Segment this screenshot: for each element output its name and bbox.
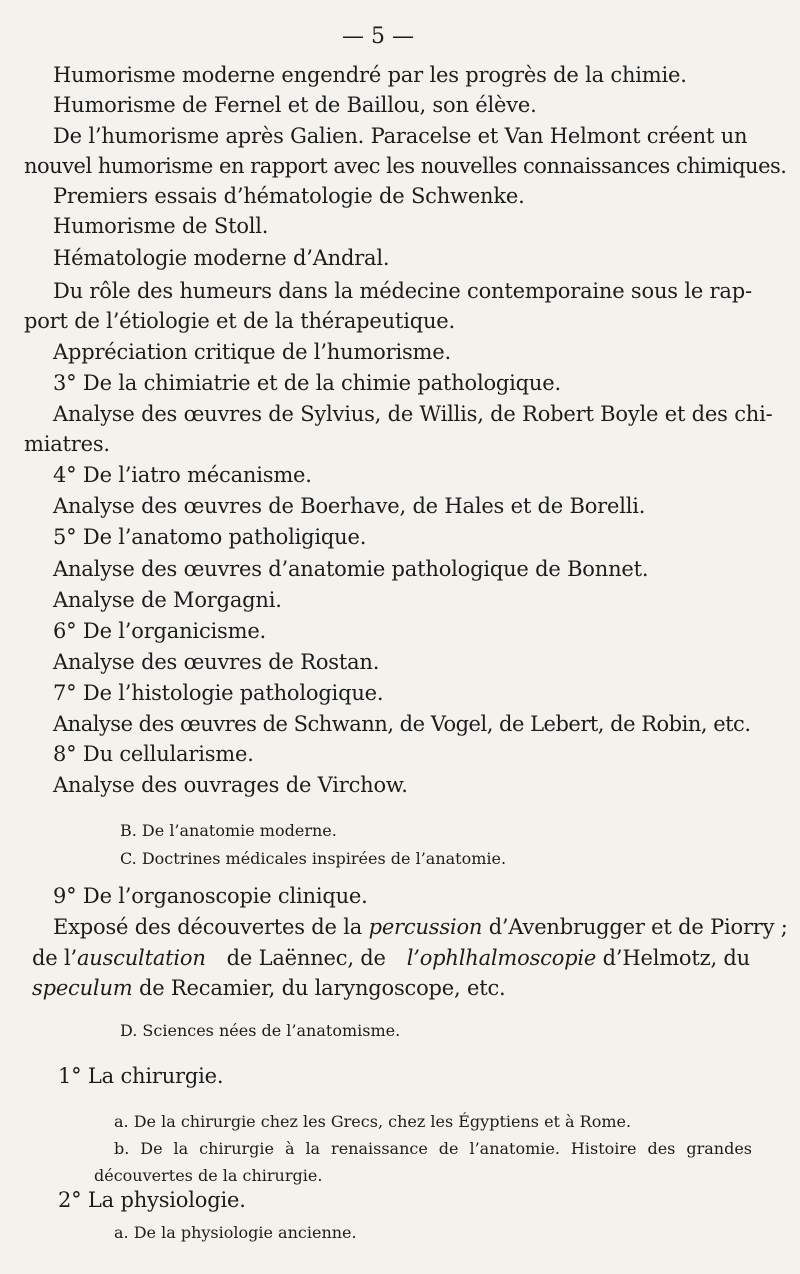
text-line: Analyse des œuvres de Sylvius, de Willis, de Robert Boyle et des chi- — [53, 402, 773, 426]
text-line: Du rôle des humeurs dans la médecine contemporaine sous le rap- — [53, 279, 752, 303]
text-line: Humorisme moderne engendré par les progrès de la chimie. — [53, 63, 687, 87]
text-line: port de l’étiologie et de la thérapeutique. — [24, 309, 455, 333]
text-line: Analyse des œuvres de Rostan. — [53, 650, 380, 674]
text-line: Analyse des œuvres d’anatomie pathologique de Bonnet. — [53, 557, 649, 581]
section-heading: C. Doctrines médicales inspirées de l’anatomie. — [120, 849, 507, 868]
text-line: Humorisme de Fernel et de Baillou, son élève. — [53, 93, 537, 117]
text-line: Analyse de Morgagni. — [53, 588, 282, 612]
text-line: Appréciation critique de l’humorisme. — [53, 340, 451, 364]
text-line: Exposé des découvertes de la percussion d’Avenbrugger et de Piorry ; — [53, 915, 788, 939]
text-line: 2° La physiologie. — [58, 1188, 246, 1212]
text-line: speculum de Recamier, du laryngoscope, etc. — [32, 976, 506, 1000]
text-line: 4° De l’iatro mécanisme. — [53, 463, 312, 487]
text-line: 8° Du cellularisme. — [53, 742, 254, 766]
text-line: de l’auscultation de Laënnec, de l’ophlhalmoscopie d’Helmotz, du — [32, 946, 750, 970]
text-line: nouvel humorisme en rapport avec les nouvelles connaissances chimiques. — [24, 154, 787, 178]
text-line: 1° La chirurgie. — [58, 1064, 224, 1088]
text-line: De l’humorisme après Galien. Paracelse et Van Helmont créent un — [53, 124, 748, 148]
text-line: a. De la physiologie ancienne. — [114, 1223, 357, 1242]
text-line: découvertes de la chirurgie. — [94, 1166, 323, 1185]
text-line: 9° De l’organoscopie clinique. — [53, 884, 368, 908]
text-line: b. De la chirurgie à la renaissance de l’anatomie. Histoire des grandes — [114, 1139, 752, 1158]
text-line: Premiers essais d’hématologie de Schwenke. — [53, 184, 525, 208]
text-line: 6° De l’organicisme. — [53, 619, 267, 643]
section-heading: B. De l’anatomie moderne. — [120, 821, 337, 840]
text-line: Analyse des œuvres de Schwann, de Vogel, de Lebert, de Robin, etc. — [53, 712, 751, 736]
text-line: miatres. — [24, 432, 110, 456]
section-heading: D. Sciences nées de l’anatomisme. — [120, 1021, 401, 1040]
text-line: Analyse des ouvrages de Virchow. — [53, 773, 408, 797]
page-number: — 5 — — [342, 24, 414, 49]
text-line: 7° De l’histologie pathologique. — [53, 681, 384, 705]
text-line: 5° De l’anatomo patholigique. — [53, 525, 367, 549]
text-line: 3° De la chimiatrie et de la chimie pathologique. — [53, 371, 561, 395]
text-line: Humorisme de Stoll. — [53, 214, 269, 238]
text-line: Hématologie moderne d’Andral. — [53, 246, 390, 270]
text-line: a. De la chirurgie chez les Grecs, chez les Égyptiens et à Rome. — [114, 1112, 632, 1131]
text-line: Analyse des œuvres de Boerhave, de Hales et de Borelli. — [53, 494, 646, 518]
